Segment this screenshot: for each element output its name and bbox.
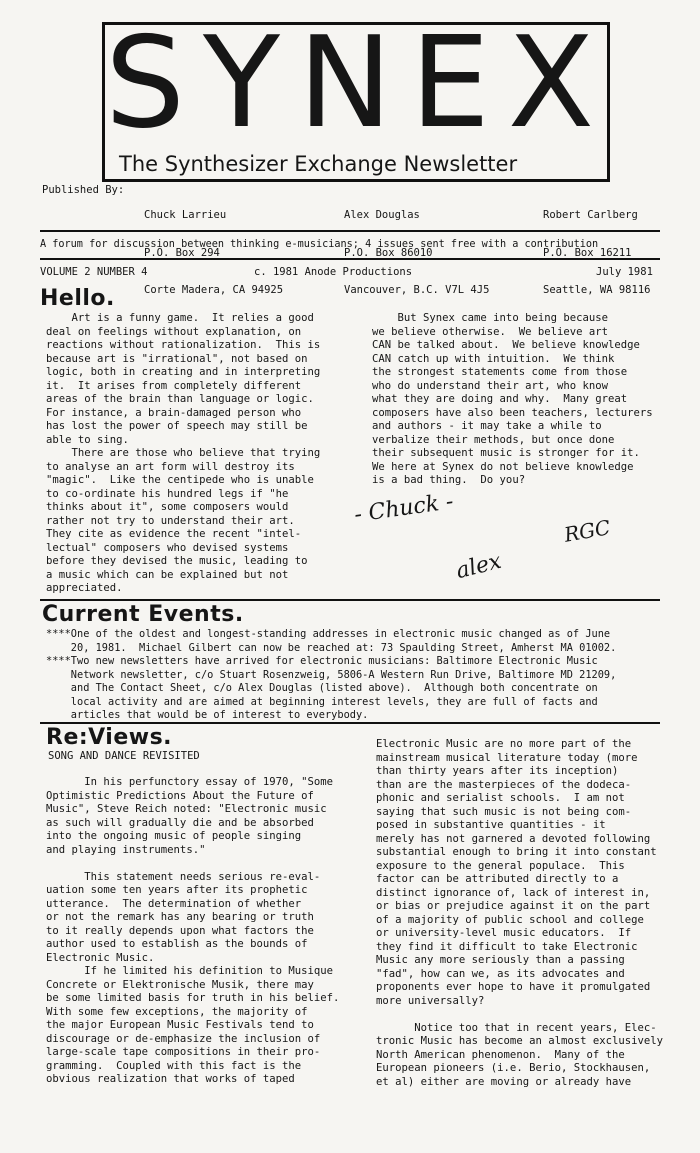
signature-rgc: RGC (562, 515, 613, 547)
signature-alex: alex (453, 548, 504, 585)
publisher-3-name: Robert Carlberg (543, 209, 638, 221)
tagline: A forum for discussion between thinking e-musicians; 4 issues sent free with a contribution (40, 239, 599, 250)
masthead-title: SYNEX (105, 9, 613, 156)
divider (40, 722, 660, 724)
reviews-right-column: Electronic Music are no more part of the mainstream musical literature today (more than thirty years after its inception) than are the masterpieces of the dodeca- phonic and serialist schools. I am not saying that such music is not being com- posed in substantive quantities - it merely has not garnered a devoted following substantial enough to bring it into constant exposure to the general populace. This factor can be attributed directly to a distinct ignorance of, lack of interest in, or bias or prejudice against it on the part of a majority of public school and college or university-level music educators. If they find it difficult to take Electronic Music any more seriously than a passing "fad", how can we, as its advocates and proponents ever hope to have it promulgated more universally? Notice too that in recent years, Elec- tronic Music has become an almost exclusively North American phenomenon. Many of the European pioneers (i.e. Berio, Stockhausen, et al) either are moving or already have (376, 738, 664, 1088)
masthead-box (102, 9, 613, 182)
divider (40, 599, 660, 601)
section-heading-current-events: Current Events. (42, 602, 244, 627)
publisher-2-box: P.O. Box 86010 (344, 246, 433, 259)
section-heading-hello: Hello. (40, 286, 115, 311)
publisher-1-city: Corte Madera, CA 94925 (144, 284, 284, 296)
divider (40, 258, 660, 260)
issue-volume: VOLUME 2 NUMBER 4 (40, 266, 148, 278)
publisher-3-box: P.O. Box 16211 (543, 246, 632, 259)
current-events-text: ****One of the oldest and longest-standing addresses in electronic music changed as of June 20, 1981. Michael Gilbert can now be reached at: 73 Spaulding Street, Amherst MA 01002. ****Two new newsletters have arrived for electronic musicians: Baltimore Electronic Music Network newsletter, c/o Stuart Rosenzweig, 5806-A Western Run Drive, Baltimore MD 21209, and The Contact Sheet, c/o Alex Douglas (listed above). Although both concentrate on local activity and are aimed at beginning interest levels, they are full of facts and articles that would be of interest to everybody. (46, 628, 617, 721)
issue-date: July 1981 (596, 266, 653, 278)
publisher-2-name: Alex Douglas (344, 209, 420, 221)
reviews-left-column: In his perfunctory essay of 1970, "Some Optimistic Predictions About the Future of Music", Steve Reich noted: "Electronic music as such will gradually die and be absorbed into the ongoing music of people singing and playing instruments." This statement needs serious re-eval- uation some ten years after its prophetic utterance. The determination of whether or not the remark has any bearing or truth to it really depends upon what factors the author used to establish as the bounds of Electronic Music. If he limited his definition to Musique Concrete or Elektronische Musik, there may be some limited basis for truth in his belief. With some few exceptions, the majority of the major European Music Festivals tend to discourage or de-emphasize the inclusion of large-scale tape compositions in their pro- gramming. Coupled with this fact is the obvious realization that works of taped (46, 776, 340, 1085)
signature-chuck: - Chuck - (352, 489, 455, 528)
masthead-subtitle: The Synthesizer Exchange Newsletter (119, 152, 518, 176)
publisher-2-city: Vancouver, B.C. V7L 4J5 (344, 284, 490, 296)
hello-right-column: But Synex came into being because we believe otherwise. We believe art CAN be talked about. We believe knowledge CAN catch up with intuition. We think the strongest statements come from those who do understand their art, who know what they are doing and why. Many great composers have also been teachers, lecturers and authors - it may take a while to verbalize their methods, but once done their subsequent music is stronger for it. We here at Synex do not believe knowledge is a bad thing. Do you? (372, 312, 653, 486)
divider (40, 230, 660, 232)
issue-copyright: c. 1981 Anode Productions (254, 266, 413, 278)
reviews-subheading: SONG AND DANCE REVISITED (48, 750, 200, 762)
hello-left-column: Art is a funny game. It relies a good deal on feelings without explanation, on reactions without rationalization. This is because art is "irrational", not based on logic, both in creating and in interpreting it. It arises from completely different areas of the brain than language or logic. For instance, a brain-damaged person who has lost the power of speech may still be able to sing. There are those who believe that trying to analyse an art form will destroy its "magic". Like the centipede who is unable to co-ordinate his hundred legs if "he thinks about it", some composers would rather not try to understand their art. They cite as evidence the recent "intel- lectual" composers who devised systems before they devised the music, leading to a music which can be explained but not appreciated. (46, 312, 321, 594)
section-heading-reviews: Re:Views. (46, 725, 173, 750)
publisher-3-city: Seattle, WA 98116 (543, 284, 651, 296)
publisher-1-box: P.O. Box 294 (144, 246, 220, 259)
published-by-label: Published By: (42, 184, 125, 196)
publisher-1-name: Chuck Larrieu (144, 209, 227, 221)
